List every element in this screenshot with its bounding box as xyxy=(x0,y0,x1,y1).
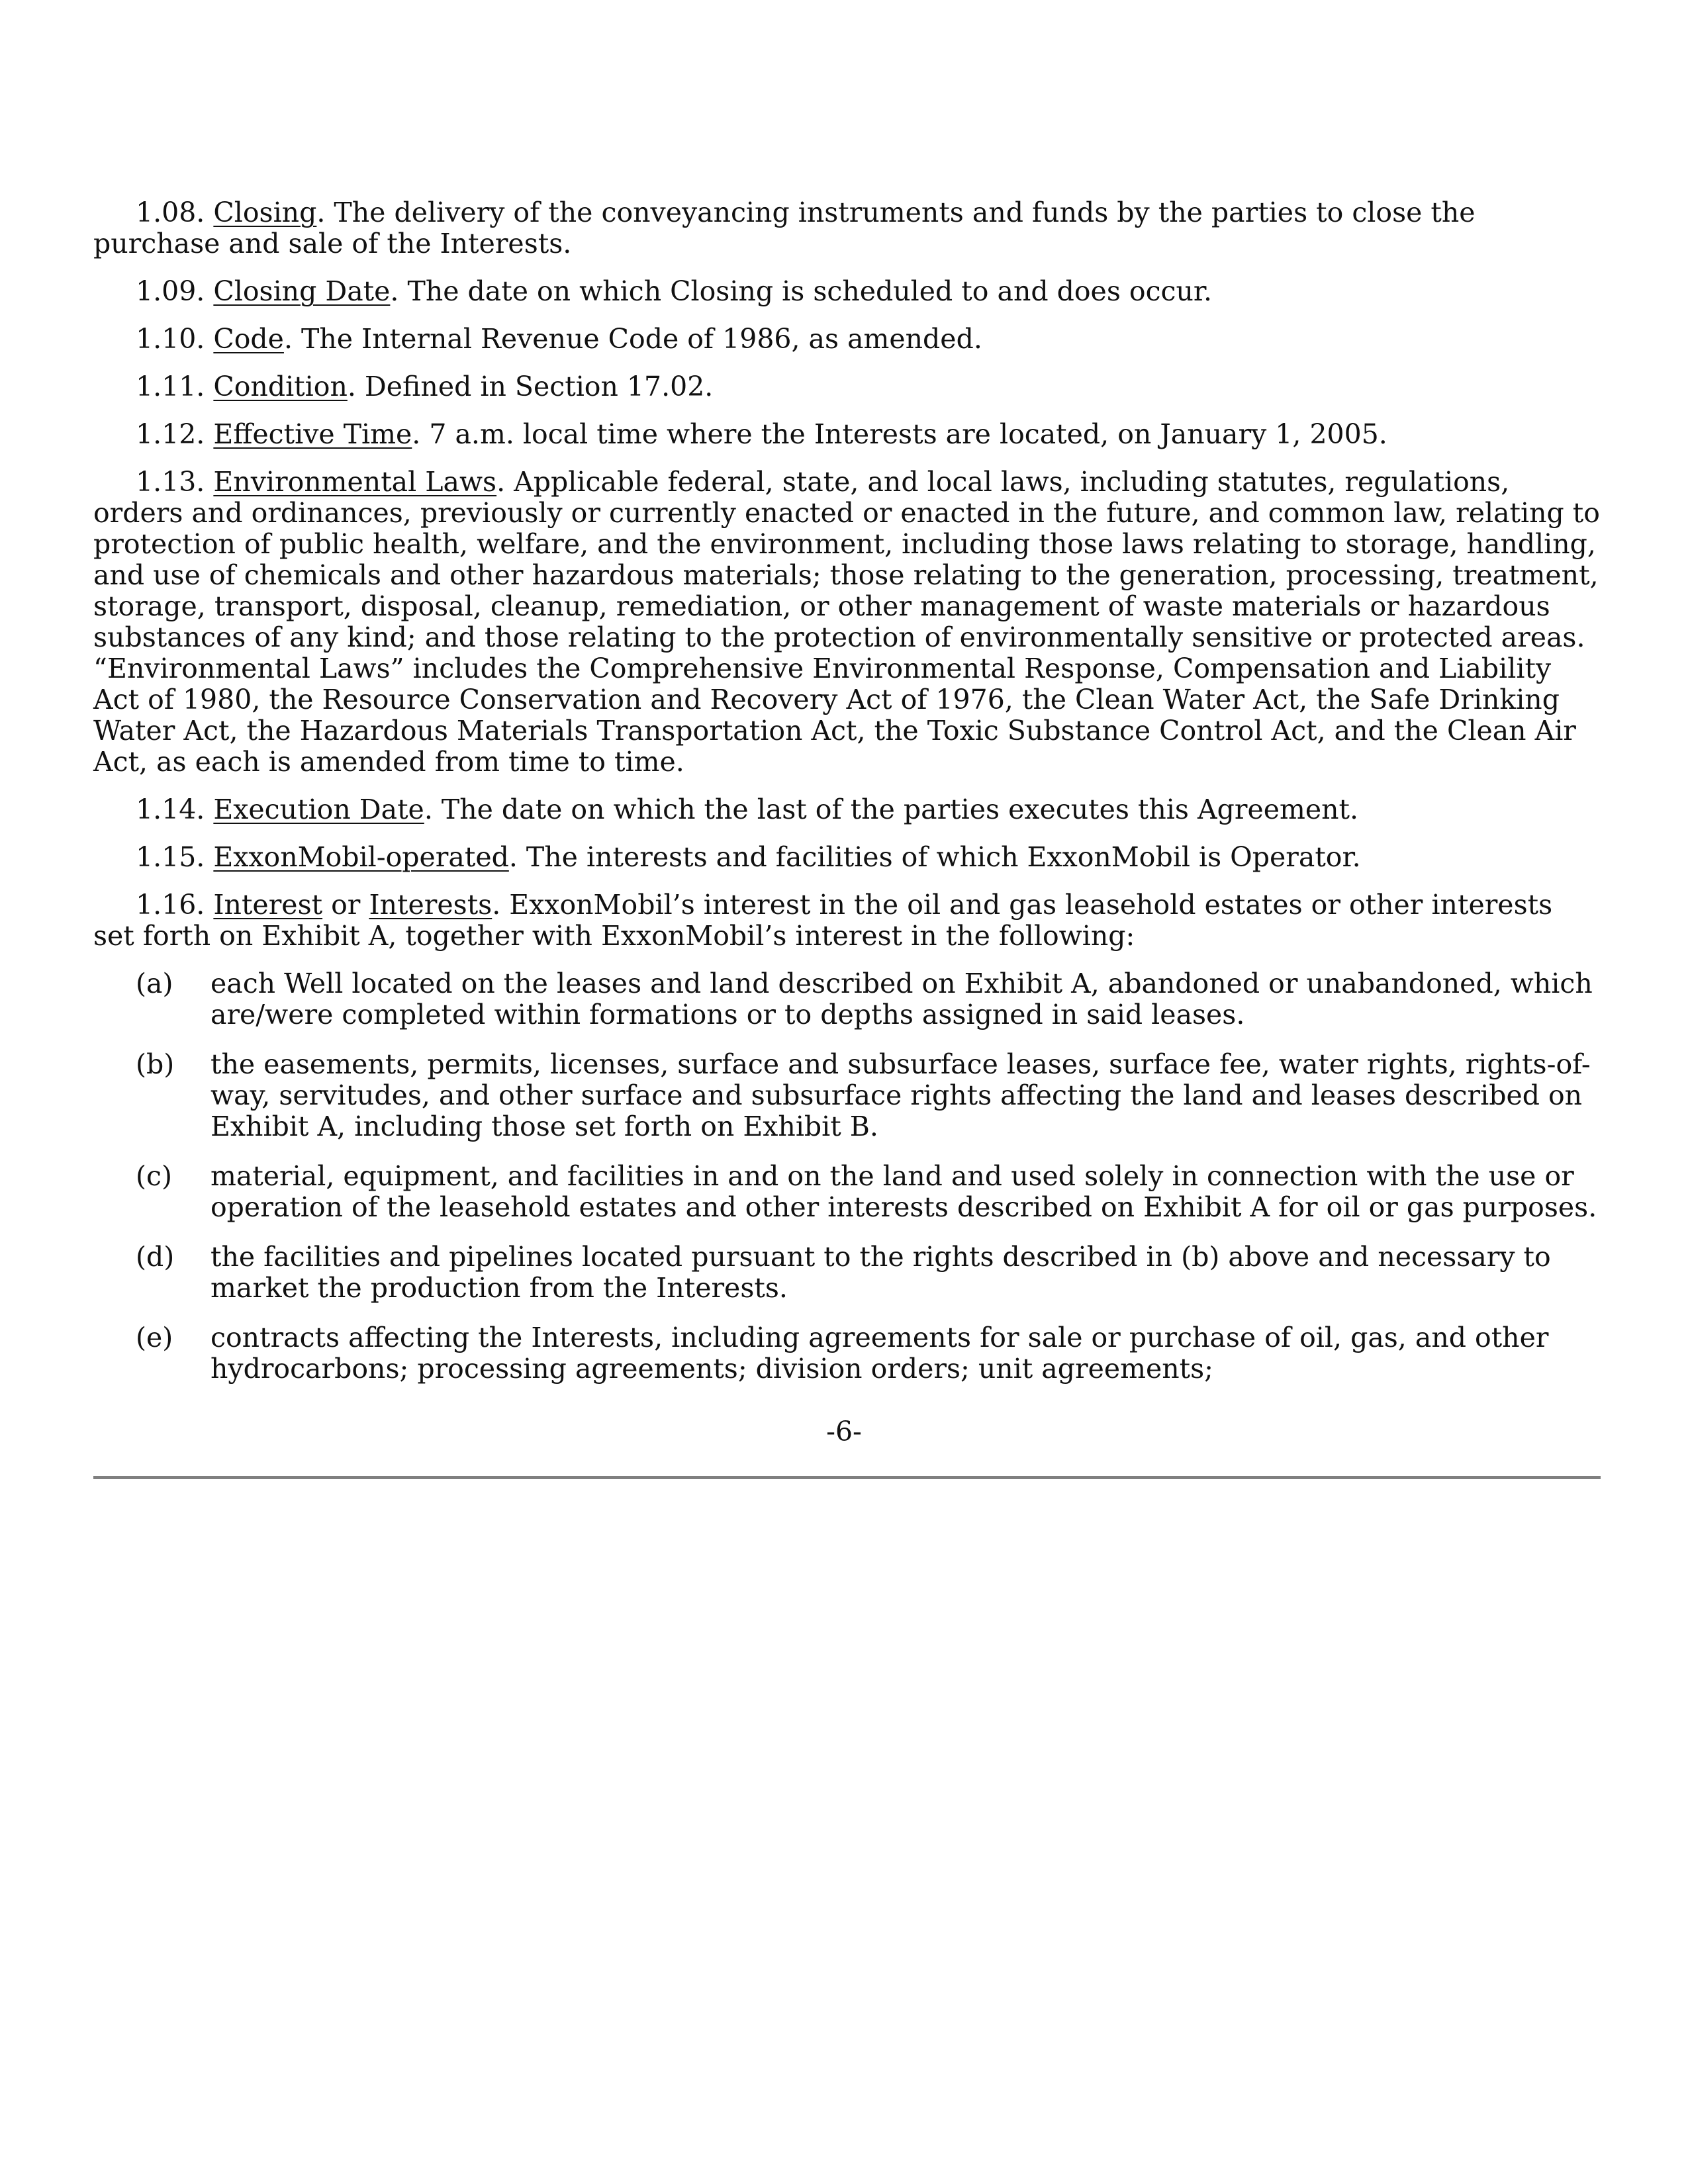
subitem-d xyxy=(93,1242,1601,1304)
subitem-text: each Well located on the leases and land described on Exhibit A, abandoned or unabandoned, which are/were completed within formations or to depths assigned in said leases. xyxy=(211,968,1593,1030)
defined-term: ExxonMobil-operated xyxy=(213,841,509,873)
section-number: 1.08. xyxy=(136,197,214,228)
subitem-letter: (c) xyxy=(136,1160,172,1192)
defined-term: Interests xyxy=(369,889,492,921)
definition-text: . Defined in Section 17.02. xyxy=(347,371,714,402)
section-number: 1.12. xyxy=(136,418,214,450)
subitem-letter: (a) xyxy=(136,968,173,999)
section-number: 1.09. xyxy=(136,275,214,307)
document-body xyxy=(93,197,1601,1403)
definition-text: . ExxonMobil’s interest in the oil and gas leasehold estates or other interests set forth on Exhibit A, together with ExxonMobil’s interest in the following: xyxy=(93,889,1553,952)
section-1-15 xyxy=(93,842,1601,873)
section-1-08 xyxy=(93,197,1601,259)
section-number: 1.10. xyxy=(136,323,214,355)
subitem-text: contracts affecting the Interests, including agreements for sale or purchase of oil, gas, and other hydrocarbons; processing agreements; division orders; unit agreements; xyxy=(211,1322,1549,1385)
subitem-a xyxy=(93,968,1601,1030)
defined-term: Execution Date xyxy=(213,794,424,825)
section-number: 1.13. xyxy=(136,466,214,498)
definition-text: . The date on which the last of the parties executes this Agreement. xyxy=(424,794,1359,825)
section-number: 1.16. xyxy=(136,889,214,921)
subitem-letter: (d) xyxy=(136,1241,175,1273)
section-1-09 xyxy=(93,276,1601,307)
section-1-14 xyxy=(93,794,1601,825)
section-number: 1.15. xyxy=(136,841,214,873)
subitem-e xyxy=(93,1322,1601,1385)
defined-term: Closing xyxy=(213,197,317,228)
section-1-12 xyxy=(93,419,1601,450)
section-1-13 xyxy=(93,467,1601,778)
subitem-b xyxy=(93,1049,1601,1142)
subitem-letter: (e) xyxy=(136,1322,173,1353)
section-1-10 xyxy=(93,324,1601,355)
defined-term: Interest xyxy=(213,889,323,921)
subitem-text: material, equipment, and facilities in and on the land and used solely in connection with the use or operation of the leasehold estates and other interests described on Exhibit A for oil or gas purposes. xyxy=(211,1160,1597,1223)
term-connector: or xyxy=(322,889,369,921)
defined-term: Code xyxy=(213,323,284,355)
subitem-text: the facilities and pipelines located pursuant to the rights described in (b) above and necessary to market the production from the Interests. xyxy=(211,1241,1551,1304)
subitem-text: the easements, permits, licenses, surface and subsurface leases, surface fee, water rights, rights-of-way, servitudes, and other surface and subsurface rights affecting the land and leases described on Exhibit A, including those set forth on Exhibit B. xyxy=(211,1048,1591,1142)
subitem-c xyxy=(93,1161,1601,1223)
definition-text: . The date on which Closing is scheduled to and does occur. xyxy=(390,275,1213,307)
page-divider xyxy=(93,1476,1601,1479)
definition-text: . Applicable federal, state, and local laws, including statutes, regulations, orders and ordinances, previously or currently enacted or enacted in the future, and common law, relating to protection of public health, welfare, and the environment, including those laws relating to storage, handling, and use of chemicals and other hazardous materials; those relating to the generation, processing, treatment, storage, transport, disposal, cleanup, remediation, or other management of waste materials or hazardous substances of any kind; and those relating to the protection of environmentally sensitive or protected areas. “Environmental Laws” includes the Comprehensive Environmental Response, Compensation and Liability Act of 1980, the Resource Conservation and Recovery Act of 1976, the Clean Water Act, the Safe Drinking Water Act, the Hazardous Materials Transportation Act, the Toxic Substance Control Act, and the Clean Air Act, as each is amended from time to time. xyxy=(93,466,1600,778)
defined-term: Condition xyxy=(213,371,348,402)
definition-text: . 7 a.m. local time where the Interests are located, on January 1, 2005. xyxy=(412,418,1387,450)
section-number: 1.14. xyxy=(136,794,214,825)
definition-text: . The Internal Revenue Code of 1986, as amended. xyxy=(283,323,982,355)
subitem-letter: (b) xyxy=(136,1048,175,1080)
definition-text: . The interests and facilities of which ExxonMobil is Operator. xyxy=(508,841,1361,873)
defined-term: Effective Time xyxy=(213,418,412,450)
definition-text: . The delivery of the conveyancing instruments and funds by the parties to close the purchase and sale of the Interests. xyxy=(93,197,1476,259)
section-1-16 xyxy=(93,889,1601,952)
section-1-11 xyxy=(93,371,1601,402)
defined-term: Environmental Laws xyxy=(213,466,497,498)
defined-term: Closing Date xyxy=(213,275,391,307)
section-number: 1.11. xyxy=(136,371,214,402)
page-number: -6- xyxy=(826,1416,862,1447)
